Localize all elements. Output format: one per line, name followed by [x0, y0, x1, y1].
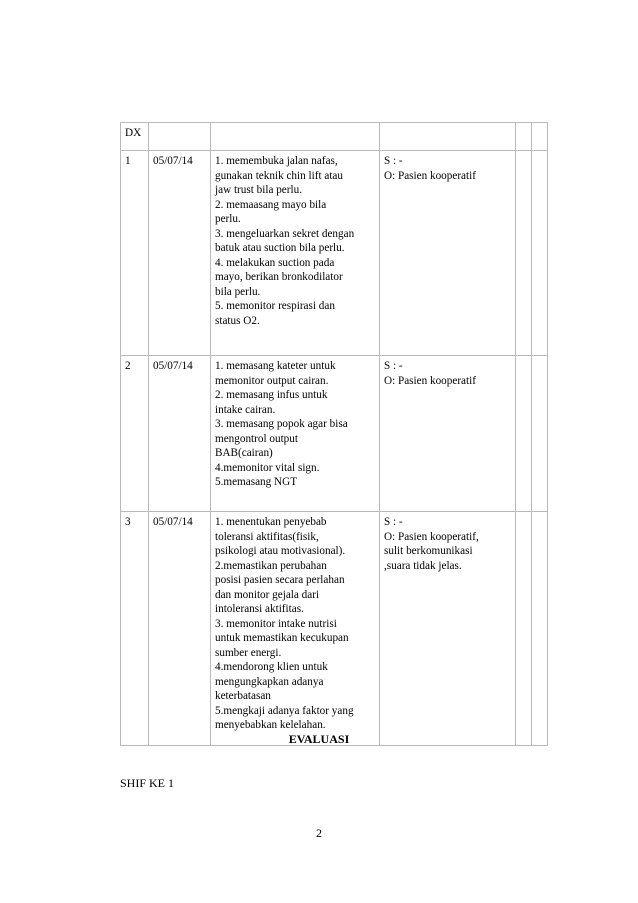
action-line: posisi pasien secara perlahan	[215, 574, 345, 586]
action-line: 3. memonitor intake nutrisi	[215, 617, 337, 630]
action-line: BAB(cairan)	[215, 447, 273, 459]
action-line: 1. memembuka jalan nafas,	[215, 155, 338, 167]
row-extra-1	[516, 356, 532, 512]
action-line: intake cairan.	[215, 403, 276, 416]
action-line: mayo, berikan bronkodilator	[215, 271, 343, 283]
action-line: batuk atau suction bila perlu.	[215, 242, 345, 254]
header-date	[149, 123, 211, 151]
page-number: 2	[316, 826, 322, 840]
action-line: bila perlu.	[215, 285, 261, 298]
shift-label: SHIF KE 1	[120, 776, 175, 790]
row-actions	[211, 356, 380, 512]
header-evaluation	[380, 123, 516, 151]
row-extra-2	[532, 356, 548, 512]
action-line: keterbatasan	[215, 690, 271, 702]
evaluation-line: S : -	[384, 516, 403, 528]
action-line: intoleransi aktifitas.	[215, 603, 304, 615]
row-date: 05/07/14	[149, 512, 211, 746]
row-actions	[211, 151, 380, 356]
row-extra-2	[532, 512, 548, 746]
row-number: 2	[121, 356, 149, 512]
action-line: 2.memastikan perubahan	[215, 559, 327, 572]
header-extra-2	[532, 123, 548, 151]
evaluation-line: O: Pasien kooperatif	[384, 374, 476, 387]
header-actions	[211, 123, 380, 151]
header-dx: DX	[121, 123, 149, 151]
table-row	[121, 151, 548, 356]
action-line: mengungkapkan adanya	[215, 675, 324, 688]
action-line: sumber energi.	[215, 646, 282, 659]
action-line: jaw trust bila perlu.	[215, 184, 302, 196]
row-evaluation	[380, 151, 516, 356]
row-date: 05/07/14	[149, 356, 211, 512]
action-line: 3. mengeluarkan sekret dengan	[215, 227, 355, 240]
action-line: 2. memasang infus untuk	[215, 389, 328, 401]
action-line: perlu.	[215, 213, 241, 225]
action-line: dan monitor gejala dari	[215, 588, 320, 601]
nursing-implementation-table	[120, 122, 548, 746]
row-evaluation	[380, 512, 516, 746]
row-number: 1	[121, 151, 149, 356]
action-line: 5. memonitor respirasi dan	[215, 300, 335, 312]
table-row	[121, 356, 548, 512]
action-line: 5.memasang NGT	[215, 476, 298, 488]
row-actions	[211, 512, 380, 746]
row-number: 3	[121, 512, 149, 746]
action-line: gunakan teknik chin lift atau	[215, 169, 343, 182]
evaluation-line: sulit berkomunikasi	[384, 545, 473, 557]
row-extra-2	[532, 151, 548, 356]
evaluation-line: O: Pasien kooperatif	[384, 169, 476, 182]
action-line: toleransi aktifitas(fisik,	[215, 530, 319, 543]
evaluation-line: ,suara tidak jelas.	[384, 559, 462, 572]
action-line: psikologi atau motivasional).	[215, 545, 346, 557]
action-line: 5.mengkaji adanya faktor yang	[215, 704, 354, 717]
evaluation-line: S : -	[384, 155, 403, 167]
action-line: 2. memaasang mayo bila	[215, 198, 327, 211]
action-line: 4.mendorong klien untuk	[215, 661, 328, 673]
evaluation-line: O: Pasien kooperatif,	[384, 530, 479, 543]
action-line: 4. melakukan suction pada	[215, 256, 335, 269]
row-evaluation	[380, 356, 516, 512]
action-line: 1. menentukan penyebab	[215, 516, 327, 528]
row-date: 05/07/14	[149, 151, 211, 356]
action-line: memonitor output cairan.	[215, 374, 329, 387]
section-title: EVALUASI	[288, 732, 350, 746]
row-extra-1	[516, 512, 532, 746]
row-extra-1	[516, 151, 532, 356]
evaluation-line: S : -	[384, 360, 403, 372]
table-row	[121, 512, 548, 746]
action-line: mengontrol output	[215, 432, 298, 445]
table-header-row	[121, 123, 548, 151]
action-line: 4.memonitor vital sign.	[215, 461, 320, 474]
action-line: 1. memasang kateter untuk	[215, 360, 336, 372]
action-line: menyebabkan kelelahan.	[215, 719, 326, 731]
action-line: untuk memastikan kecukupan	[215, 632, 349, 644]
action-line: status O2.	[215, 314, 260, 327]
header-extra-1	[516, 123, 532, 151]
action-line: 3. memasang popok agar bisa	[215, 418, 348, 430]
